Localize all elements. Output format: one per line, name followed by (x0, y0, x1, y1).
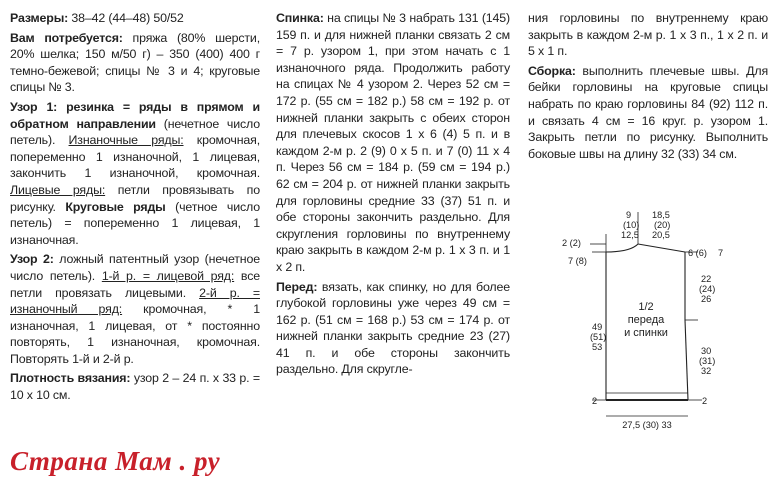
materials-value: пряжа (80% шерсти, 20% шелка; 150 м/50 г) – 350 (400) 400 г темно-бежевой; спицы № 3 и 4; круговые спицы № 3. (10, 30, 260, 95)
pattern-2-row-1-text: все петли провязать лицевыми. (10, 268, 260, 300)
pattern-1-paragraph (10, 99, 260, 248)
instructions-column-1 (10, 10, 260, 407)
back-text: на спицы № 3 набрать 131 (145) 159 п. и для нижней планки связать 2 см = 7 р. узором 1, при этом начать с 1 изнаночного ряда. Продолжить работу на спицах № 4 узором 2. Через 52 см = 172 р. (55 см = 182 р.) 58 см = 192 р. от нижней планки закрыть с обеих сторон для плечевых скосов 1 х 6 (4) 5 п. и в каждом 2-м р. 2 (9) 0 х 5 п. и 7 (0) 11 х 4 п. Через 56 см = 184 р. (59 см = 194 р.) 62 см = 204 р. от нижней планки закрыть для горловины средние 33 (37) 51 п. и обе стороны закончить раздельно. Для скругления горловины по внутреннему краю закрыть в каждом 2-м р. 1 х 3 п. и 1 х 2 п. (276, 11, 510, 274)
pattern-2-label: Узор 2: (10, 252, 54, 267)
pattern-1-round-text: (четное число петель) = попеременно 1 лицевая, 1 изнаночная. (10, 199, 260, 247)
dim-total-b: (51) (590, 332, 607, 342)
assembly-text: выполнить плечевые швы. Для бейки горловины на круговые спицы набрать по краю горловины 84 (92) 112 п. и связать 4 см = 16 круг. р. узором 1. Закрыть петли по рисунку. Выполнить боковые швы на длину 32 (33) 34 см. (528, 63, 768, 161)
pattern-1-wrong-rows-label: Изнаночные ряды: (68, 133, 184, 148)
instructions-column-2 (276, 10, 510, 381)
dim-width: 27,5 (30) 33 (622, 420, 672, 430)
instructions-column-3 (528, 10, 768, 165)
assembly-label: Сборка: (528, 63, 576, 78)
dim-side-c: 32 (701, 366, 712, 376)
center-label-b: переда (627, 314, 665, 326)
dim-armhole-a: 22 (701, 274, 712, 284)
pattern-1-wrong-rows-text: кромочная, попеременно 1 изнаночной, 1 лицевая, закончить 1 изнаночной, кромочная. (10, 133, 260, 181)
dim-top-right-b: (20) (654, 220, 671, 230)
pattern-schematic (560, 204, 730, 434)
dim-left-small: 2 (2) (562, 238, 581, 248)
dim-left-neck: 7 (8) (568, 256, 587, 266)
dim-right-shoulder-unit: 7 (718, 248, 724, 258)
dim-side-a: 30 (701, 346, 712, 356)
site-watermark: Страна Мам . ру (10, 446, 221, 476)
neckline-curve (606, 244, 638, 252)
front-continuation-text: ния горловины по внутреннему краю закрыть в каждом 2-м р. 1 х 3 п., 1 х 2 п. и 5 х 1 п. (528, 11, 768, 59)
dim-top-right-c: 20,5 (652, 230, 670, 240)
materials-paragraph (10, 30, 260, 96)
pattern-2-paragraph (10, 251, 260, 367)
density-value: узор 2 – 24 п. х 33 р. = 10 х 10 см. (10, 371, 260, 403)
pattern-1-note: (нечетное число петель). (10, 116, 260, 148)
dim-top-left-a: 9 (626, 210, 632, 220)
dim-hem-left: 2 (592, 396, 598, 406)
dim-right-shoulder: 6 (6) (688, 248, 707, 258)
front-label: Перед: (276, 279, 318, 294)
dim-top-right-a: 18,5 (652, 210, 670, 220)
dim-top-left-c: 12,5 (621, 230, 639, 240)
dim-total-c: 53 (592, 342, 603, 352)
dim-armhole-b: (24) (699, 284, 716, 294)
pattern-1-round-label: Круговые ряды (65, 199, 166, 214)
dim-side-b: (31) (699, 356, 716, 366)
assembly-paragraph (528, 63, 768, 163)
center-label-c: и спинки (624, 327, 668, 339)
dim-hem-right: 2 (702, 396, 708, 406)
center-label-a: 1/2 (638, 301, 654, 313)
dim-top-left-b: (10) (623, 220, 640, 230)
pattern-2-row-2-label: 2-й р. = изнаночный ряд: (10, 285, 260, 317)
front-paragraph (276, 279, 510, 379)
sizes-value: 38–42 (44–48) 50/52 (68, 11, 184, 25)
sizes-label: Размеры: (10, 11, 69, 25)
density-paragraph (10, 370, 260, 403)
pattern-2-row-2-text: кромочная, * 1 изнаночная, 1 лицевая, от * постоянно повторять, 1 изнаночная, кромочная. Повторять 1-й и 2-й р. (10, 302, 260, 366)
pattern-1-right-rows-text: петли провязывать по рисунку. (10, 182, 260, 214)
materials-label: Вам потребуется: (10, 30, 123, 45)
front-text: вязать, как спинку, но для более глубокой горловины уже через 49 см = 162 р. (51 см = 168 р.) 53 см = 174 р. от нижней планки закрыть средние 23 (27) 41 п. и обе стороны закончить раздельно. Для скругле- (276, 279, 510, 377)
dim-total-a: 49 (592, 322, 603, 332)
dim-armhole-c: 26 (701, 294, 712, 304)
pattern-1-label: Узор 1: резинка = ряды в прямом и обратном направлении (10, 99, 260, 131)
back-paragraph (276, 10, 510, 276)
back-label: Спинка: (276, 11, 324, 25)
pattern-1-right-rows-label: Лицевые ряды: (10, 182, 106, 197)
pattern-2-text: ложный патентный узор (нечетное число петель). (10, 252, 260, 283)
density-label: Плотность вязания: (10, 371, 131, 386)
shoulder-line (638, 244, 685, 252)
sizes-paragraph (10, 10, 260, 27)
right-side-line (685, 320, 688, 400)
front-continuation-paragraph (528, 10, 768, 60)
pattern-2-row-1-label: 1-й р. = лицевой ряд: (101, 268, 235, 283)
